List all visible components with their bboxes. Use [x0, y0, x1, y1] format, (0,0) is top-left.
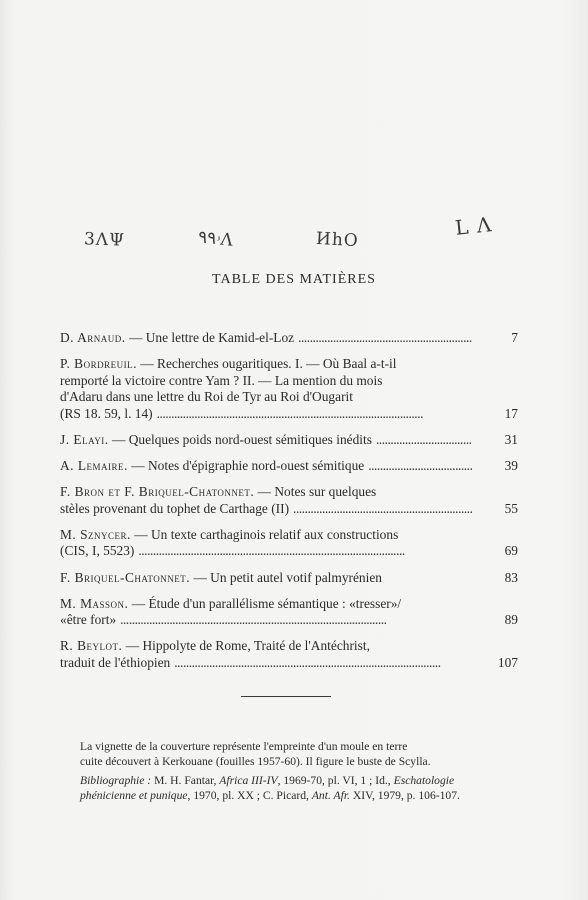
toc-text: — Un petit autel votif palmyrénien	[193, 569, 382, 585]
toc-text: — Quelques poids nord-ouest sémitiques inédits	[111, 431, 372, 447]
toc-entry	[60, 484, 518, 517]
toc-author: D. Arnaud.	[60, 330, 126, 345]
leader-dots	[368, 458, 472, 475]
toc-entry	[60, 527, 518, 560]
toc-text: — Étude d'un parallélisme sémantique : «tresser»/	[131, 595, 402, 611]
toc-text: — Un texte carthaginois relatif aux constructions	[134, 526, 399, 542]
toc-text: d'Adaru dans une lettre du Roi de Tyr au Roi d'Ougarit	[60, 389, 353, 405]
toc-entry	[60, 330, 518, 347]
toc-page-number: 39	[504, 458, 518, 474]
page-title: TABLE DES MATIÈRES	[212, 272, 376, 287]
toc-text: (RS 18. 59, l. 14)	[60, 405, 153, 421]
toc-author: R. Beylot.	[60, 638, 123, 654]
toc-list	[60, 330, 518, 681]
vignette-caption: La vignette de la couverture représente l'empreinte d'un moule en terre cuite découvert à Kerkouane (fouilles 1957-60). Il figure le buste de Scylla.	[80, 740, 431, 768]
leader-dots	[138, 543, 472, 560]
leader-dots	[376, 432, 472, 449]
toc-author: F. Bron et F. Briquel-Chatonnet.	[60, 484, 255, 500]
toc-entry	[60, 570, 518, 587]
toc-text: — Une lettre de Kamid-el-Loz	[129, 330, 295, 345]
toc-text: remporté la victoire contre Yam ? II. — La mention du mois	[60, 372, 383, 388]
toc-entry	[60, 432, 518, 449]
leader-dots	[298, 330, 472, 347]
toc-author: J. Elayi.	[60, 431, 109, 447]
toc-text: — Notes d'épigraphie nord-ouest sémitique	[131, 458, 365, 474]
toc-text: — Notes sur quelques	[257, 484, 377, 500]
toc-author: M. Masson.	[60, 595, 129, 611]
toc-text: — Recherches ougaritiques. I. — Où Baal a-t-il	[140, 356, 397, 372]
handwritten-note: L Λ	[453, 212, 494, 240]
toc-page-number: 31	[504, 431, 518, 447]
toc-page-number: 7	[511, 330, 518, 345]
toc-page-number: 89	[504, 612, 518, 628]
handwritten-note: ۥ٩٩Ʌ	[197, 227, 235, 251]
toc-author: M. Sznycer.	[60, 526, 131, 542]
leader-dots	[293, 501, 472, 518]
handwritten-note: ИhO	[315, 228, 360, 252]
toc-author: P. Bordreuil.	[60, 356, 137, 372]
toc-page-number: 83	[504, 569, 518, 585]
leader-dots	[120, 612, 472, 629]
toc-page-number: 107	[497, 654, 518, 670]
toc-entry	[60, 596, 518, 629]
divider	[241, 696, 331, 697]
toc-text: (CIS, I, 5523)	[60, 543, 135, 559]
toc-page-number: 55	[504, 500, 518, 516]
toc-entry	[60, 638, 518, 671]
toc-page-number: 69	[504, 543, 518, 559]
toc-author: A. Lemaire.	[60, 458, 128, 474]
toc-text: traduit de l'éthiopien	[60, 654, 171, 670]
toc-author: F. Briquel-Chatonnet.	[60, 569, 191, 585]
toc-entry	[60, 458, 518, 475]
toc-entry	[60, 356, 518, 422]
leader-dots	[157, 406, 472, 423]
bibliography-label: Bibliographie :	[80, 774, 152, 787]
cover-note	[80, 740, 520, 803]
toc-text: «être fort»	[60, 612, 117, 628]
leader-dots	[174, 655, 472, 672]
handwritten-note: 3ΛΨ	[83, 229, 126, 251]
toc-page-number: 17	[504, 405, 518, 421]
bibliography: Bibliographie : M. H. Fantar, Africa III-IV, 1969-70, pl. VI, 1 ; Id., Eschatologie phénicienne et punique, 1970, pl. XX ; C. Picard, Ant. Afr. XIV, 1979, p. 106-107.	[80, 774, 460, 802]
toc-text: stèles provenant du tophet de Carthage (II)	[60, 500, 290, 516]
toc-text: — Hippolyte de Rome, Traité de l'Antéchrist,	[125, 638, 370, 654]
